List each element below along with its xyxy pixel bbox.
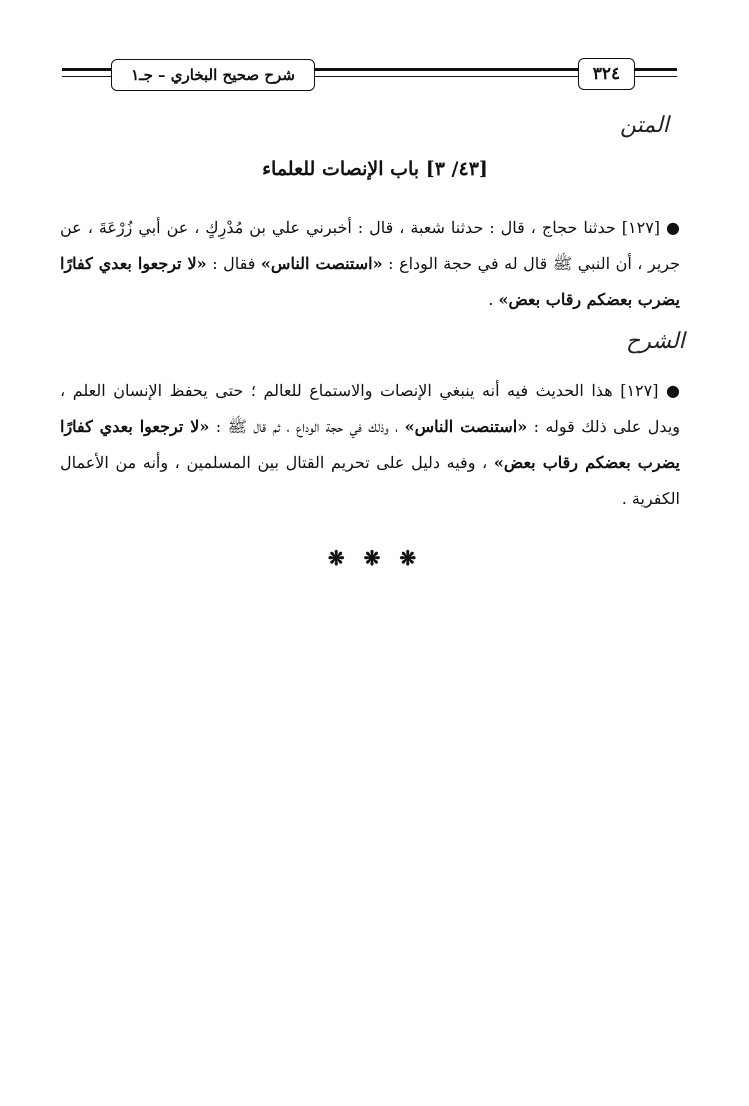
hadith-text: فقال : xyxy=(212,254,256,273)
matn-section-mark: المتن xyxy=(620,113,669,138)
running-head-title: شرح صحيح البخاري – جـ١ xyxy=(111,59,315,91)
bullet-icon: ● xyxy=(666,381,680,400)
commentary-text: ، وذلك في حجة الوداع ، ثم قال ﷺ : xyxy=(215,417,399,436)
header-rule xyxy=(62,68,112,71)
bullet-icon: ● xyxy=(666,218,681,237)
hadith-end: . xyxy=(488,290,494,309)
commentary-text: ، وفيه دليل على تحريم القتال بين المسلمين ، وأنه من الأعمال الكفرية . xyxy=(60,453,680,508)
header-rule xyxy=(635,68,677,71)
header-rule-thin xyxy=(635,76,677,77)
header-rule xyxy=(315,68,578,71)
header-rule-thin xyxy=(62,76,112,77)
hadith-text: حدثنا حجاج ، قال : حدثنا شعبة ، قال : أخبرني علي بن مُدْرِكٍ ، عن أبي زُرْعَةَ ، عن جرير ، أن النبي ﷺ قال له في حجة الوداع : xyxy=(60,218,680,273)
hadith-quote: «لا ترجعوا بعدي كفارًا يضرب بعضكم رقاب بعض» xyxy=(60,254,680,309)
hadith-number: [١٢٧] xyxy=(621,218,661,237)
commentary-text: هذا الحديث فيه أنه ينبغي الإنصات والاستماع للعالم ؛ حتى يحفظ الإنسان العلم ، ويدل على ذلك قوله : xyxy=(60,381,680,436)
hadith-paragraph xyxy=(60,210,680,318)
page-number: ٣٢٤ xyxy=(578,58,635,90)
header-rule-thin xyxy=(315,76,578,77)
commentary-number: [١٢٧] xyxy=(620,381,659,400)
section-separator: ❋ ❋ ❋ xyxy=(327,546,423,570)
commentary-paragraph xyxy=(60,373,680,517)
commentary-quote: «استنصت الناس» xyxy=(404,417,528,436)
hadith-quote: «استنصت الناس» xyxy=(260,254,383,273)
chapter-title: [٤٣/ ٣] باب الإنصات للعلماء xyxy=(262,158,488,180)
sharh-section-mark: الشرح xyxy=(626,329,685,354)
commentary-quote: «لا ترجعوا بعدي كفارًا يضرب بعضكم رقاب بعض» xyxy=(60,417,680,472)
